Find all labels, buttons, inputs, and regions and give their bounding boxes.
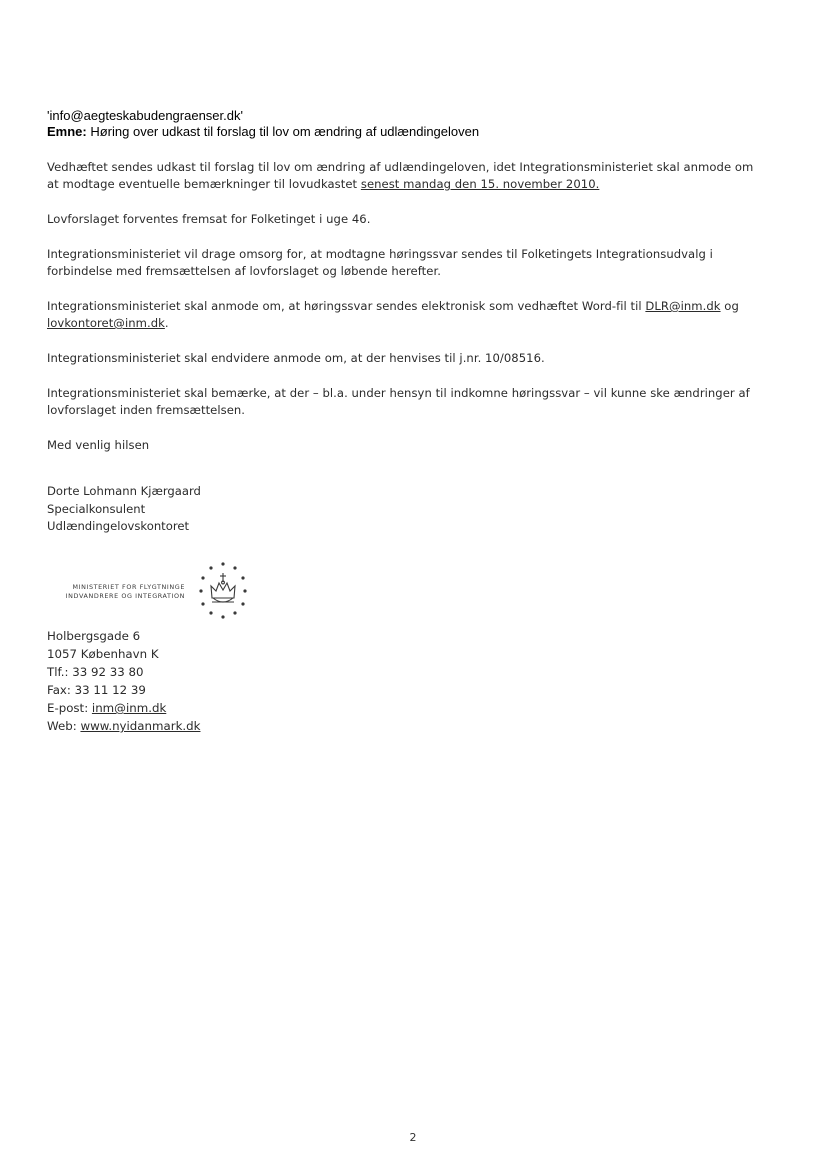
paragraph-electronic-and: og bbox=[720, 299, 739, 313]
contact-block bbox=[47, 627, 200, 735]
paragraph-electronic-period: . bbox=[164, 316, 169, 330]
recipient-address: 'info@aegteskabudengraenser.dk' bbox=[47, 108, 243, 123]
crown-emblem-icon bbox=[193, 561, 253, 621]
paragraph-submission-week: Lovforslaget forventes fremsat for Folketinget i uge 46. bbox=[47, 212, 371, 226]
contact-email-label: E-post: bbox=[47, 701, 92, 715]
signature-title: Specialkonsulent bbox=[47, 501, 146, 516]
subject-label: Emne: bbox=[47, 124, 87, 139]
contact-web-link[interactable]: www.nyidanmark.dk bbox=[80, 719, 201, 733]
deadline-text: senest mandag den 15. november 2010. bbox=[360, 177, 600, 191]
contact-email-link[interactable]: inm@inm.dk bbox=[91, 701, 167, 715]
paragraph-electronic-submission bbox=[47, 298, 767, 332]
signature-office: Udlændingelovskontoret bbox=[47, 519, 190, 533]
email-header bbox=[47, 108, 479, 140]
closing-greeting: Med venlig hilsen bbox=[47, 438, 150, 452]
contact-web-line bbox=[47, 717, 200, 735]
contact-address: Holbergsgade 6 bbox=[47, 629, 141, 643]
signature-block bbox=[47, 483, 201, 536]
contact-web-label: Web: bbox=[47, 719, 81, 733]
contact-phone: Tlf.: 33 92 33 80 bbox=[47, 665, 144, 679]
page-number: 2 bbox=[409, 1131, 417, 1144]
subject-line bbox=[47, 124, 479, 140]
signature-name: Dorte Lohmann Kjærgaard bbox=[47, 484, 201, 498]
email-link-lovkontoret[interactable]: lovkontoret@inm.dk bbox=[47, 316, 165, 330]
ministry-logo bbox=[45, 561, 275, 623]
ministry-name-line1: MINISTERIET FOR FLYGTNINGE bbox=[72, 583, 185, 591]
ministry-name-line2: INDVANDRERE OG INTEGRATION bbox=[65, 592, 185, 600]
email-link-dlr[interactable]: DLR@inm.dk bbox=[645, 299, 721, 313]
contact-city: 1057 København K bbox=[47, 647, 159, 661]
paragraph-changes-notice: Integrationsministeriet skal bemærke, at der – bl.a. under hensyn til indkomne høringssvar – vil kunne ske ændringer af lovforslaget inden fremsættelsen. bbox=[47, 386, 750, 417]
paragraph-reference-number: Integrationsministeriet skal endvidere anmode om, at der henvises til j.nr. 10/08516. bbox=[47, 351, 545, 365]
paragraph-forwarding: Integrationsministeriet vil drage omsorg for, at modtagne høringssvar sendes til Folketingets Integrationsudvalg i forbindelse med fremsættelsen af lovforslaget og løbende herefter. bbox=[47, 247, 713, 278]
paragraph-electronic-text: Integrationsministeriet skal anmode om, at høringssvar sendes elektronisk som vedhæftet Word-fil til bbox=[47, 299, 646, 313]
paragraph-intro-text: Vedhæftet sendes udkast til forslag til lov om ændring af udlændingeloven, idet Integrationsministeriet skal anmode om at modtage eventuelle bemærkninger til lovudkastet bbox=[47, 160, 754, 191]
contact-fax: Fax: 33 11 12 39 bbox=[47, 683, 146, 697]
paragraph-intro bbox=[47, 159, 767, 193]
subject-text: Høring over udkast til forslag til lov om ændring af udlændingeloven bbox=[86, 124, 480, 139]
contact-email-line bbox=[47, 699, 200, 717]
letter-body bbox=[47, 159, 767, 472]
ministry-name bbox=[45, 583, 185, 601]
